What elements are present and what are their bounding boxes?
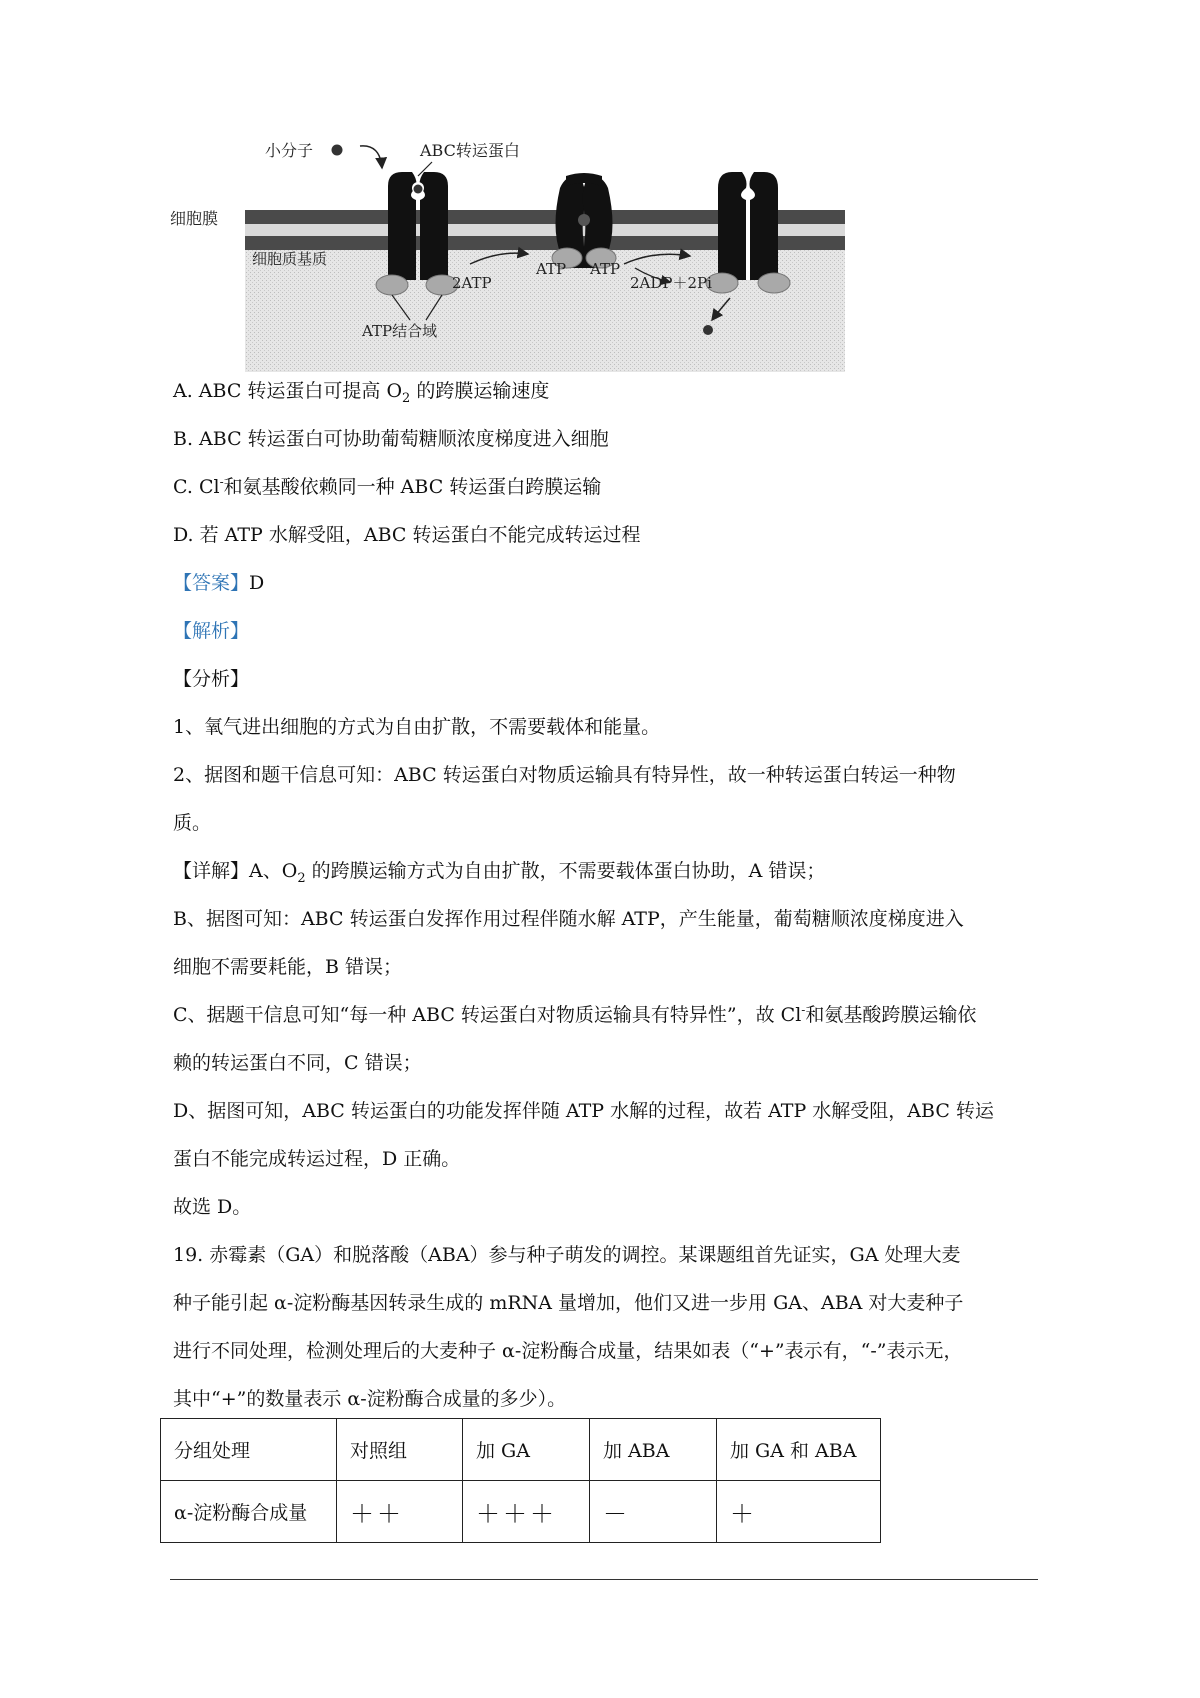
label-small-molecule: 小分子 xyxy=(265,141,314,160)
atp-binding-domain xyxy=(758,273,790,293)
transporter-state-2 xyxy=(552,173,616,268)
table-header-cell: 加 ABA xyxy=(590,1419,717,1481)
table-header-row xyxy=(161,1419,881,1481)
label-cytoplasm: 细胞质基质 xyxy=(252,250,328,268)
table-cell: ＋ xyxy=(717,1481,881,1543)
detail-d-line2: 蛋白不能完成转运过程，D 正确。 xyxy=(173,1148,461,1170)
footer-rule xyxy=(170,1579,1038,1580)
label-abc-transporter: ABC转运蛋白 xyxy=(420,141,520,160)
table-cell: α-淀粉酶合成量 xyxy=(161,1481,337,1543)
table-cell: － xyxy=(590,1481,717,1543)
detail-b-line1: B、据图可知：ABC 转运蛋白发挥作用过程伴随水解 ATP，产生能量，葡萄糖顺浓度梯度进入 xyxy=(173,908,964,930)
table-header-cell: 加 GA 和 ABA xyxy=(717,1419,881,1481)
detail-b-line2: 细胞不需要耗能，B 错误； xyxy=(173,956,403,978)
table-header-cell: 对照组 xyxy=(337,1419,463,1481)
table-cell: ＋＋＋ xyxy=(463,1481,590,1543)
table-header-cell: 加 GA xyxy=(463,1419,590,1481)
detail-a: 【详解】A、$O_2$ 的跨膜运输方式为自由扩散，不需要载体蛋白协助，A 错误； xyxy=(173,860,826,886)
q19-line3: 进行不同处理，检测处理后的大麦种子 α-淀粉酶合成量，结果如表（“+”表示有，“-”表示无， xyxy=(173,1340,963,1362)
q19-line1: 19. 赤霉素（GA）和脱落酸（ABA）参与种子萌发的调控。某课题组首先证实，GA 处理大麦 xyxy=(173,1244,961,1266)
small-molecule-icon xyxy=(332,145,343,156)
option-c: C. Cl-和氨基酸依赖同一种 ABC 转运蛋白跨膜运输 xyxy=(173,475,602,498)
label-2atp: 2ATP xyxy=(452,274,492,292)
result-table xyxy=(160,1418,881,1543)
analysis-point-1: 1、氧气进出细胞的方式为自由扩散，不需要载体和能量。 xyxy=(173,716,661,738)
label-atp-domain: ATP结合域 xyxy=(362,322,438,340)
table-cell: ＋＋ xyxy=(337,1481,463,1543)
conclusion: 故选 D。 xyxy=(173,1196,252,1218)
released-molecule xyxy=(703,325,713,335)
jiexi-label: 【解析】 xyxy=(173,620,250,642)
fenxi-label: 【分析】 xyxy=(173,668,250,690)
option-d: D. 若 ATP 水解受阻，ABC 转运蛋白不能完成转运过程 xyxy=(173,524,641,546)
analysis-point-2-line1: 2、据图和题干信息可知：ABC 转运蛋白对物质运输具有特异性，故一种转运蛋白转运一种物 xyxy=(173,764,956,786)
analysis-point-2-line2: 质。 xyxy=(173,812,212,834)
abc-transporter-diagram xyxy=(170,140,860,372)
detail-c-line1: C、据题干信息可知“每一种 ABC 转运蛋白对物质运输具有特异性”，故 Cl-和氨基酸跨膜运输依 xyxy=(173,1003,977,1026)
entry-arrow xyxy=(360,146,382,168)
detail-c-line2: 赖的转运蛋白不同，C 错误； xyxy=(173,1052,422,1074)
q19-line2: 种子能引起 α-淀粉酶基因转录生成的 mRNA 量增加，他们又进一步用 GA、ABA 对大麦种子 xyxy=(173,1292,964,1314)
answer-value: D xyxy=(249,572,265,594)
answer-label: 【答案】 xyxy=(173,572,250,594)
atp-binding-domain xyxy=(376,275,408,295)
option-a: A. ABC 转运蛋白可提高 $O_2$ 的跨膜运输速度 xyxy=(173,380,550,406)
table-row xyxy=(161,1481,881,1543)
label-atp-right: ATP xyxy=(590,260,621,278)
label-membrane: 细胞膜 xyxy=(170,209,219,228)
option-b: B. ABC 转运蛋白可协助葡萄糖顺浓度梯度进入细胞 xyxy=(173,428,609,450)
detail-d-line1: D、据图可知，ABC 转运蛋白的功能发挥伴随 ATP 水解的过程，故若 ATP 水解受阻，ABC 转运 xyxy=(173,1100,994,1122)
label-atp-left: ATP xyxy=(536,260,567,278)
q19-line4: 其中“+”的数量表示 α-淀粉酶合成量的多少）。 xyxy=(173,1388,567,1410)
table-header-cell: 分组处理 xyxy=(161,1419,337,1481)
label-2adp: 2ADP＋2Pi xyxy=(630,274,712,292)
answer-line xyxy=(173,570,264,596)
